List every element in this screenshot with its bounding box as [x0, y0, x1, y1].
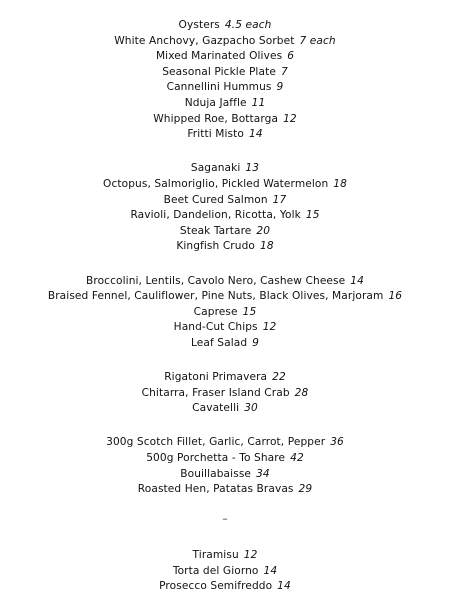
- item-price: 12: [283, 112, 297, 125]
- menu-item: [0, 239, 450, 255]
- item-price: 30: [244, 402, 258, 415]
- item-price: 12: [243, 549, 258, 561]
- menu-item: [0, 224, 450, 240]
- item-price: 11: [251, 96, 266, 109]
- item-price: 15: [305, 209, 320, 222]
- item-price: 28: [294, 386, 309, 399]
- item-price: 7 each: [299, 34, 336, 47]
- item-price: 7: [280, 65, 288, 78]
- item-name: Oysters: [178, 19, 220, 31]
- item-price: 14: [350, 274, 364, 287]
- item-price: 13: [245, 162, 260, 175]
- item-name: Chitarra, Fraser Island Crab: [141, 386, 290, 399]
- item-name: Ravioli, Dandelion, Ricotta, Yolk: [130, 209, 301, 222]
- menu-section-pasta: [0, 370, 450, 417]
- menu-item: [0, 548, 450, 564]
- item-name: White Anchovy, Gazpacho Sorbet: [114, 34, 295, 47]
- item-name: Tiramisu: [192, 549, 239, 561]
- item-price: 15: [242, 305, 257, 318]
- item-price: 29: [298, 483, 313, 496]
- item-price: 34: [256, 467, 270, 480]
- menu-item: [0, 177, 450, 193]
- item-name: Saganaki: [190, 162, 241, 175]
- item-name: Beet Cured Salmon: [163, 193, 268, 206]
- menu-section-desserts: [0, 548, 450, 595]
- item-price: 12: [262, 321, 277, 334]
- menu-item: [0, 193, 450, 209]
- menu-item: [0, 161, 450, 177]
- item-price: 6: [287, 50, 295, 63]
- menu-item: [0, 65, 450, 81]
- item-name: Braised Fennel, Cauliflower, Pine Nuts, Black Olives, Marjoram: [47, 290, 384, 303]
- item-name: Cavatelli: [192, 402, 240, 415]
- item-price: 18: [333, 177, 347, 190]
- menu-item: [0, 96, 450, 112]
- item-price: 36: [330, 436, 344, 449]
- menu-item: [0, 564, 450, 580]
- item-price: 18: [260, 240, 274, 253]
- menu-item: [0, 34, 450, 50]
- item-name: Steak Tartare: [179, 224, 252, 237]
- item-price: 14: [263, 564, 278, 577]
- item-name: Hand-Cut Chips: [173, 321, 258, 334]
- menu-section-small-plates: [0, 161, 450, 255]
- menu-item: [0, 401, 450, 417]
- menu-item: [0, 336, 450, 352]
- menu-item: [0, 80, 450, 96]
- menu-item: [0, 112, 450, 128]
- item-name: Kingfish Crudo: [176, 240, 255, 253]
- item-name: Nduja Jaffle: [184, 96, 247, 109]
- menu-item: [0, 289, 450, 305]
- item-name: Seasonal Pickle Plate: [162, 65, 276, 78]
- item-name: Mixed Marinated Olives: [155, 50, 283, 63]
- item-price: 16: [388, 290, 403, 303]
- item-name: Caprese: [193, 305, 238, 318]
- menu-section-snacks: [0, 18, 450, 143]
- item-price: 9: [252, 336, 260, 349]
- item-name: Torta del Giorno: [172, 564, 259, 577]
- item-name: Broccolini, Lentils, Cavolo Nero, Cashew Cheese: [86, 274, 346, 287]
- menu-item: [0, 451, 450, 467]
- item-price: 4.5 each: [224, 19, 272, 31]
- item-name: Bouillabaisse: [180, 467, 252, 480]
- menu-item: [0, 467, 450, 483]
- menu-item: [0, 435, 450, 451]
- menu-item: [0, 18, 450, 34]
- section-divider: –: [222, 513, 228, 526]
- item-price: 42: [290, 452, 304, 465]
- item-name: Prosecco Semifreddo: [159, 580, 273, 593]
- item-name: Cannellini Hummus: [166, 81, 272, 94]
- menu-item: [0, 482, 450, 498]
- menu-section-vegetables: [0, 274, 450, 352]
- item-price: 9: [276, 81, 284, 94]
- menu-item: [0, 386, 450, 402]
- menu-item: [0, 305, 450, 321]
- item-price: 17: [272, 193, 287, 206]
- item-name: Octopus, Salmoriglio, Pickled Watermelon: [103, 177, 329, 190]
- menu-item: [0, 127, 450, 143]
- menu-item: [0, 274, 450, 290]
- item-price: 22: [272, 371, 286, 384]
- item-name: 500g Porchetta - To Share: [146, 452, 286, 465]
- menu-item: [0, 208, 450, 224]
- menu-item: [0, 370, 450, 386]
- menu-item: [0, 579, 450, 595]
- item-name: Rigatoni Primavera: [164, 371, 268, 384]
- item-price: 14: [277, 580, 291, 593]
- item-price: 14: [249, 128, 263, 141]
- item-name: Whipped Roe, Bottarga: [153, 112, 279, 125]
- item-name: Roasted Hen, Patatas Bravas: [137, 483, 294, 496]
- item-name: Leaf Salad: [190, 336, 248, 349]
- menu-section-mains: [0, 435, 450, 497]
- item-price: 20: [256, 224, 271, 237]
- menu-item: [0, 49, 450, 65]
- menu-item: [0, 320, 450, 336]
- item-name: 300g Scotch Fillet, Garlic, Carrot, Pepper: [106, 436, 326, 449]
- item-name: Fritti Misto: [187, 128, 244, 141]
